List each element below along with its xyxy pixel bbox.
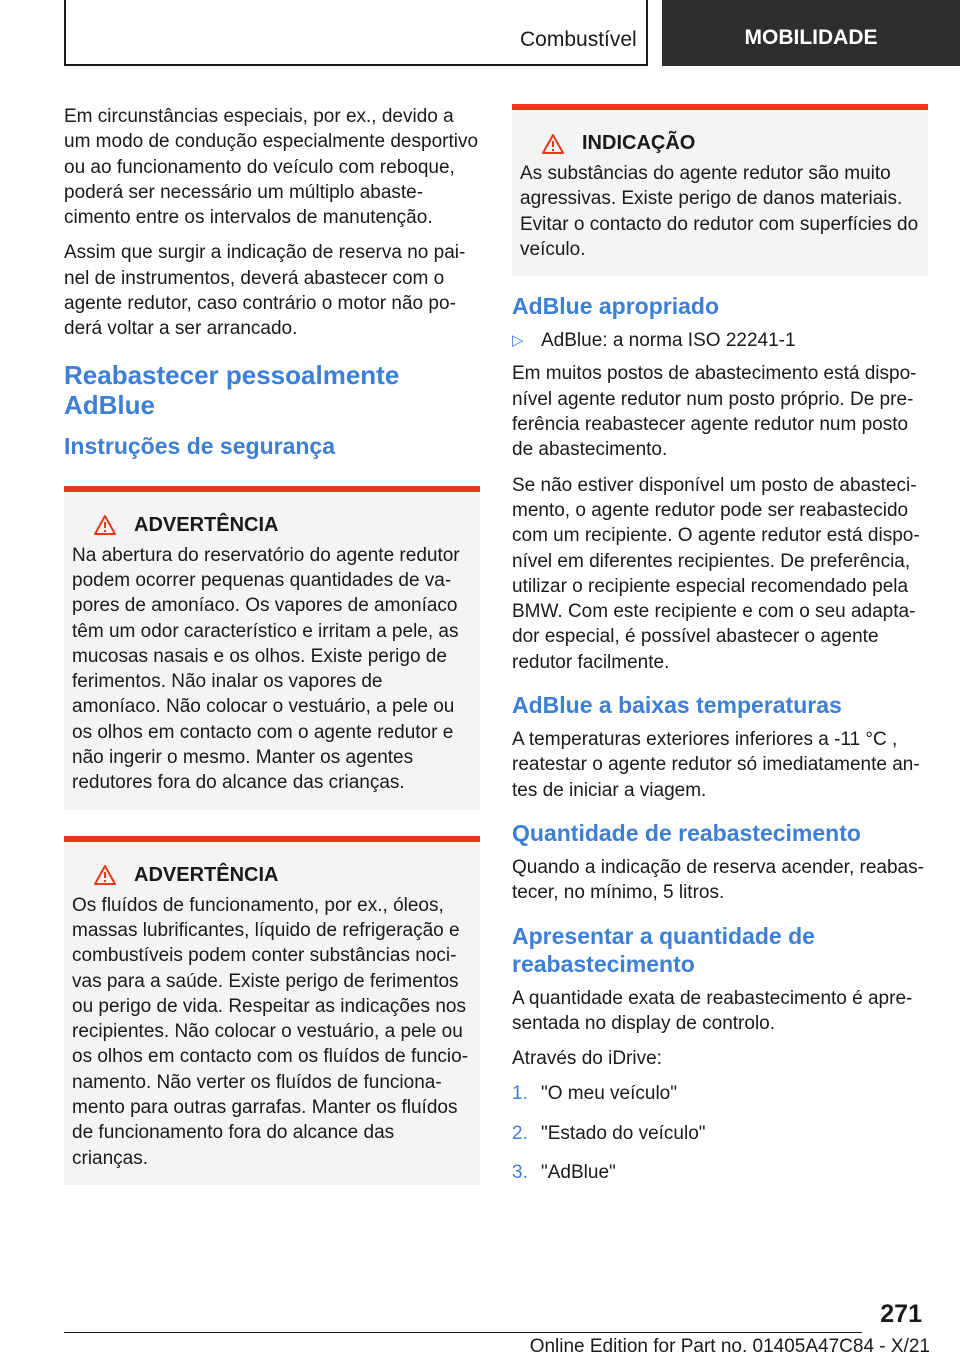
footer-edition: Online Edition for Part no. 01405A47C84 - X/21 (529, 1336, 930, 1357)
safety-subheading: Instruções de segurança (64, 432, 335, 459)
heading-baixas-temperaturas: AdBlue a baixas temperaturas (512, 692, 842, 719)
warning-title-2: ADVERTÊNCIA (134, 863, 279, 886)
paragraph-postos: Em muitos postos de abastecimento está disponível agente redutor num posto próprio. De preferência reabastecer agente redutor num posto de abastecimento. (512, 363, 917, 461)
note-box (512, 104, 928, 276)
paragraph-quantidade: Quando a indicação de reserva acender, reabastecer, no mínimo, 5 litros. (512, 856, 924, 904)
paragraph-baixas: A temperaturas exteriores inferiores a -11 °C , reatestar o agente redutor só imediatamente antes de iniciar a viagem. (512, 729, 920, 801)
left-column (64, 104, 480, 1197)
page-number: 271 (880, 1300, 922, 1328)
header-section-title: Combustível (520, 28, 637, 51)
footer-rule (64, 1332, 862, 1333)
caution-triangle-icon (542, 134, 564, 154)
step-number: 1. (512, 1083, 528, 1105)
heading-quantidade: Quantidade de reabastecimento (512, 819, 861, 846)
header-divider (646, 0, 648, 66)
spec-iso-text: AdBlue: a norma ISO 22241-1 (541, 330, 796, 352)
intro-paragraph-1: Em circunstâncias especiais, por ex., devido a um modo de condução especialmente desportivo ou ao funcionamento do veículo com reboque, poderá ser necessário um múltiplo abastecimento entre os intervalos de manutenção. (64, 106, 479, 229)
step-label: "O meu veículo" (541, 1083, 677, 1105)
warning-box-1 (64, 486, 480, 810)
list-item (512, 1160, 928, 1185)
warning-title-1: ADVERTÊNCIA (134, 513, 279, 536)
paragraph-apresentar: A quantidade exata de reabastecimento é apresentada no display de controlo. (512, 987, 913, 1034)
heading-adblue-apropriado: AdBlue apropriado (512, 293, 720, 320)
idrive-steps (512, 1081, 928, 1185)
header-rule (64, 64, 648, 66)
paragraph-recipiente: Se não estiver disponível um posto de abastecimento, o agente redutor pode ser reabastecido com um recipiente. O agente redutor está disponível em diferentes recipientes. De preferência, utilizar o recipiente especial recomendado pela BMW. Com este recipiente e com o seu adaptador especial, é possível abastecer o agente redutor facilmente. (512, 474, 920, 673)
warning-text-2: Os fluídos de funcionamento, por ex., óleos, massas lubrificantes, líquido de refrigeração e combustíveis podem conter substâncias nocivas para a saúde. Existe perigo de ferimentos ou perigo de vida. Respeitar as indicações nos recipientes. Não colocar o vestuário, a pele ou os olhos em contacto com os fluídos de funcionamento. Não verter os fluídos de funcionamento para outras garrafas. Manter os fluídos de funcionamento fora do alcance das crianças. (72, 894, 469, 1169)
right-column (512, 104, 928, 1199)
header-left-rule (64, 0, 66, 66)
header-chapter-tab: MOBILIDADE (662, 0, 960, 66)
warning-text-1: Na abertura do reservatório do agente redutor podem ocorrer pequenas quantidades de vapores de amoníaco. Os vapores de amoníaco têm um odor característico e irritam a pele, as mucosas nasais e os olhos. Existe perigo de ferimentos. Não inalar os vapores de amoníaco. Não colocar o vestuário, a pele ou os olhos em contacto com o agente redutor e não ingerir o mesmo. Manter os agentes redutores fora do alcance das crianças. (72, 544, 460, 794)
triangle-bullet-icon: ▷ (512, 332, 524, 350)
warning-triangle-icon (94, 515, 116, 535)
warning-box-2 (64, 836, 480, 1185)
step-label: "AdBlue" (541, 1162, 616, 1184)
list-item (512, 328, 928, 353)
spec-list (512, 328, 928, 353)
note-title: INDICAÇÃO (582, 132, 696, 154)
list-item (512, 1121, 928, 1146)
step-number: 3. (512, 1162, 528, 1184)
note-text: As substâncias do agente redutor são muito agressivas. Existe perigo de danos materiais. Evitar o contacto do redutor com superfícies do veículo. (520, 163, 919, 260)
step-label: "Estado do veículo" (541, 1122, 706, 1144)
paragraph-idrive: Através do iDrive: (512, 1048, 662, 1070)
step-number: 2. (512, 1122, 528, 1144)
list-item (512, 1081, 928, 1106)
heading-apresentar: Apresentar a quantidade de reabastecimento (512, 922, 815, 977)
intro-paragraph-2: Assim que surgir a indicação de reserva no painel de instrumentos, deverá abastecer com o agente redutor, caso contrário o motor não poderá voltar a ser arrancado. (64, 242, 466, 340)
section-heading: Reabastecer pessoalmente AdBlue (64, 359, 400, 420)
warning-triangle-icon (94, 865, 116, 885)
